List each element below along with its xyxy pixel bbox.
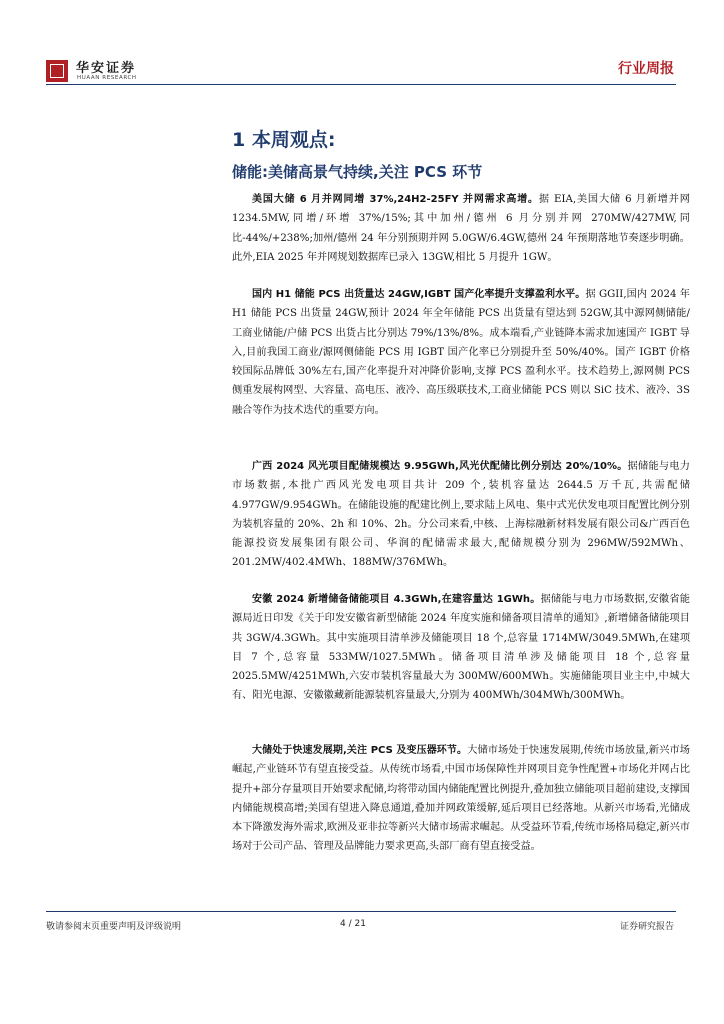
footer-disclaimer: 敬请参阅末页重要声明及评级说明	[46, 922, 182, 932]
report-type-title: 行业周报	[618, 61, 674, 77]
paragraph-lead: 国内 H1 储能 PCS 出货量达 24GW,IGBT 国产化率提升支撑盈利水平。	[252, 289, 586, 300]
logo-cn-text: 华安证券	[76, 61, 137, 76]
logo-en-text: HUAAN RESEARCH	[77, 75, 137, 81]
footer-doc-type: 证券研究报告	[619, 922, 674, 932]
paragraph-large-storage-outlook	[232, 741, 690, 857]
section-subheading: 储能:美储高景气持续,关注 PCS 环节	[232, 163, 483, 181]
section-heading: 1 本周观点:	[232, 129, 336, 151]
paragraph-body: 大储市场处于快速发展期,传统市场放量,新兴市场崛起,产业链环节有望直接受益。从传统市场看,中国市场保障性并网项目竞争性配置+市场化并网占比提升+部分存量项目开始要求配储,均将带动国内储能配置比例提升,叠加独立储能项目超前建设,支撑国内储能规模高增;美国有望进入降息通道,叠加并网政策缓解,延后项目已经落地。从新兴市场看,光储成本下降激发海外需求,欧洲及亚非拉等新兴大储市场需求崛起。从受益环节看,传统市场格局稳定,新兴市场对于公司产品、管理及品牌能力要求更高,头部厂商有望直接受益。	[232, 745, 690, 853]
paragraph-us-storage	[232, 190, 690, 267]
paragraph-body: 据储能与电力市场数据,本批广西风光发电项目共计 209 个,装机容量达 2644.5 万千瓦,共需配储 4.977GW/9.954GWh。在储能设施的配建比例上,要求陆上风电、集中式光伏发电项目配置比例分别为装机容量的 20%、2h 和 10%、2h。分公司来看,中核、上海棕融新材料发展有限公司&广西百色能源投资发展集团有限公司、华润的配储需求最大,配储规模分别为 296MW/592MWh、201.2MW/402.4MWh、188MW/376MWh。	[232, 461, 690, 569]
paragraph-lead: 广西 2024 风光项目配储规模达 9.95GWh,风光伏配储比例分别达 20%/10%。	[252, 461, 628, 472]
footer-divider	[46, 911, 676, 912]
paragraph-lead: 安徽 2024 新增储备储能项目 4.3GWh,在建容量达 1GWh。	[252, 594, 541, 605]
paragraph-guangxi-projects	[232, 457, 690, 573]
header-divider	[46, 84, 676, 85]
paragraph-pcs-shipments	[232, 285, 690, 420]
paragraph-lead: 大储处于快速发展期,关注 PCS 及变压器环节。	[252, 745, 468, 756]
paragraph-body: 据 EIA,美国大储 6 月新增并网 1234.5MW,同增/环增 37%/15%;其中加州/德州 6 月分别并网 270MW/427MW,同比-44%/+238%;加州/德州 24 年分别预期并网 5.0GW/6.4GW,德州 24 年预期落地节奏逐步明确。此外,EIA 2025 年并网规划数据库已录入 13GW,相比 5 月提升 1GW。	[232, 194, 690, 263]
paragraph-anhui-projects	[232, 590, 690, 706]
company-logo	[46, 60, 206, 90]
page-header	[46, 52, 676, 86]
paragraph-body: 据储能与电力市场数据,安徽省能源局近日印发《关于印发安徽省新型储能 2024 年度实施和储备项目清单的通知》,新增储备储能项目共 3GW/4.3GWh。其中实施项目清单涉及储能项目 18 个,总容量 1714MW/3049.5MWh,在建项目 7 个,总容量 533MW/1027.5MWh。储备项目清单涉及储能项目 18 个,总容量 2025.5MW/4251MWh,六安市装机容量最大为 300MW/600MWh。实施储能项目业主中,中城大有、阳光电源、安徽徽藏新能源装机容量最大,分别为 400MWh/304MWh/300MWh。	[232, 594, 690, 702]
paragraph-lead: 美国大储 6 月并网同增 37%,24H2-25FY 并网需求高增。	[252, 194, 539, 205]
paragraph-body: 据 GGII,国内 2024 年 H1 储能 PCS 出货量 24GW,预计 2024 年全年储能 PCS 出货量有望达到 52GW,其中源网侧储能/工商业储能/户储 PCS 出货占比分别达 79%/13%/8%。成本端看,产业链降本需求加速国产 IGBT 导入,目前我国工商业/源网侧储能 PCS 用 IGBT 国产化率已分别提升至 50%/40%。国产 IGBT 价格较国际品牌低 30%左右,国产化率提升对冲降价影响,支撑 PCS 盈利水平。技术趋势上,源网侧 PCS 侧重发展构网型、大容量、高电压、液冷、高压级联技术,工商业储能 PCS 则以 SiC 技术、液冷、3S 融合等作为技术迭代的重要方向。	[232, 289, 690, 416]
page-number: 4 / 21	[340, 919, 366, 929]
seal-icon	[46, 60, 68, 82]
